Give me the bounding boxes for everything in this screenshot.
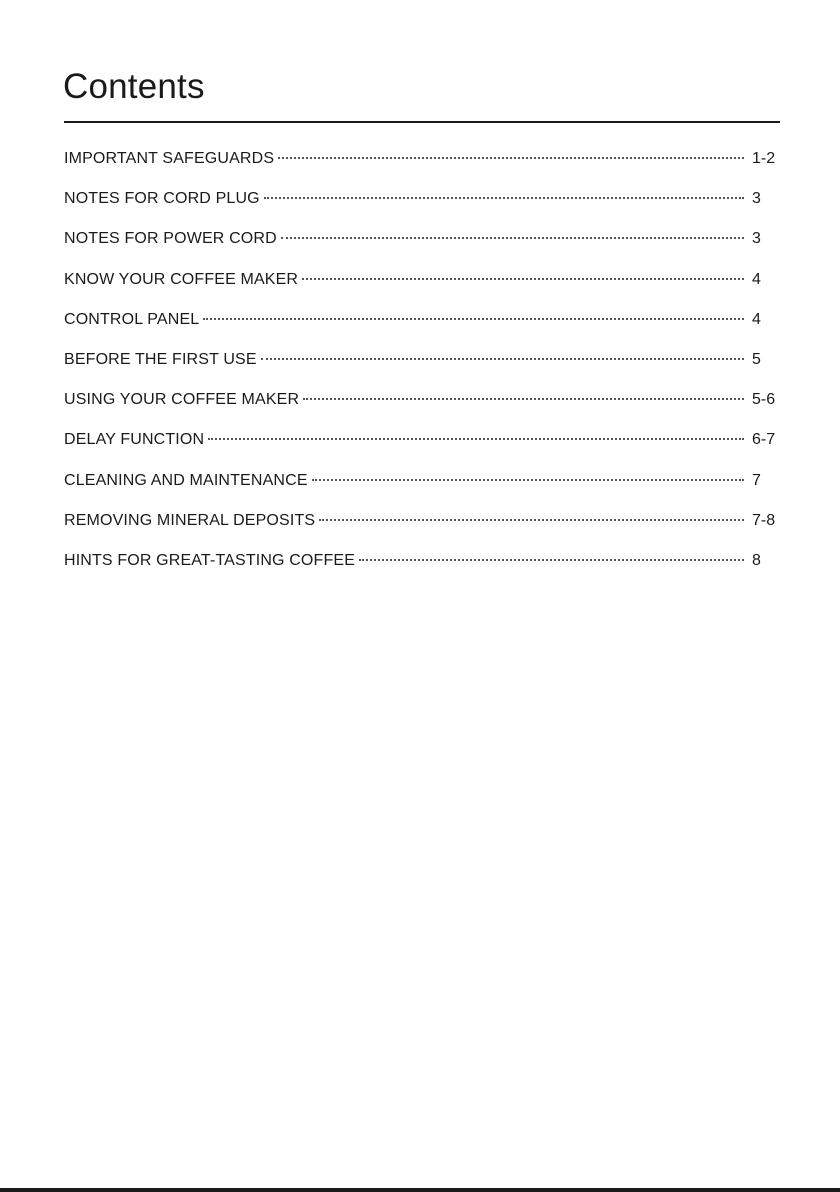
toc-entry-page: 5-6 xyxy=(752,391,776,409)
toc-dot-leader xyxy=(303,398,744,400)
page-title: Contents xyxy=(63,67,205,106)
toc-entry[interactable] xyxy=(64,510,780,550)
toc-entry-label: NOTES FOR POWER CORD xyxy=(64,230,277,248)
toc-entry[interactable] xyxy=(64,470,780,510)
toc-entry[interactable] xyxy=(64,429,780,469)
toc-entry-label: CLEANING AND MAINTENANCE xyxy=(64,471,308,489)
toc-entry-page: 1-2 xyxy=(752,150,776,167)
toc-dot-leader xyxy=(312,479,744,481)
toc-dot-leader xyxy=(302,278,744,280)
toc-entry-label: KNOW YOUR COFFEE MAKER xyxy=(64,270,299,288)
toc-entry[interactable] xyxy=(64,269,780,309)
toc-entry-label: DELAY FUNCTION xyxy=(64,431,205,449)
toc-entry[interactable] xyxy=(64,389,780,429)
toc-entry-page: 6-7 xyxy=(752,431,776,449)
page-bottom-border xyxy=(0,1188,840,1192)
toc-entry-page: 7-8 xyxy=(752,511,776,529)
toc-entry-page: 3 xyxy=(752,190,761,208)
toc-entry[interactable] xyxy=(64,188,780,228)
title-divider xyxy=(64,121,780,123)
toc-entry-page: 4 xyxy=(752,270,761,288)
toc-entry-label: CONTROL PANEL xyxy=(64,310,200,328)
toc-dot-leader xyxy=(261,358,744,360)
toc-entry-page: 4 xyxy=(752,310,761,328)
toc-dot-leader xyxy=(203,318,744,320)
toc-entry-page: 5 xyxy=(752,350,761,368)
toc-entry-page: 7 xyxy=(752,471,761,489)
toc-entry[interactable] xyxy=(64,228,780,268)
toc-dot-leader xyxy=(208,438,744,440)
toc-dot-leader xyxy=(359,559,744,561)
table-of-contents xyxy=(64,148,780,590)
toc-entry-label: NOTES FOR CORD PLUG xyxy=(64,190,260,208)
toc-entry-label: IMPORTANT SAFEGUARDS xyxy=(64,150,275,167)
toc-entry-label: BEFORE THE FIRST USE xyxy=(64,350,257,368)
toc-entry[interactable] xyxy=(64,550,780,590)
toc-dot-leader xyxy=(319,519,744,521)
toc-entry-label: USING YOUR COFFEE MAKER xyxy=(64,391,300,409)
toc-entry-label: HINTS FOR GREAT-TASTING COFFEE xyxy=(64,551,356,569)
toc-entry-page: 3 xyxy=(752,230,761,248)
toc-entry[interactable] xyxy=(64,148,780,188)
toc-entry[interactable] xyxy=(64,309,780,349)
toc-entry-label: REMOVING MINERAL DEPOSITS xyxy=(64,511,316,529)
toc-dot-leader xyxy=(281,237,744,239)
toc-dot-leader xyxy=(264,197,744,199)
toc-entry-page: 8 xyxy=(752,551,761,569)
toc-entry[interactable] xyxy=(64,349,780,389)
toc-dot-leader xyxy=(278,157,744,159)
